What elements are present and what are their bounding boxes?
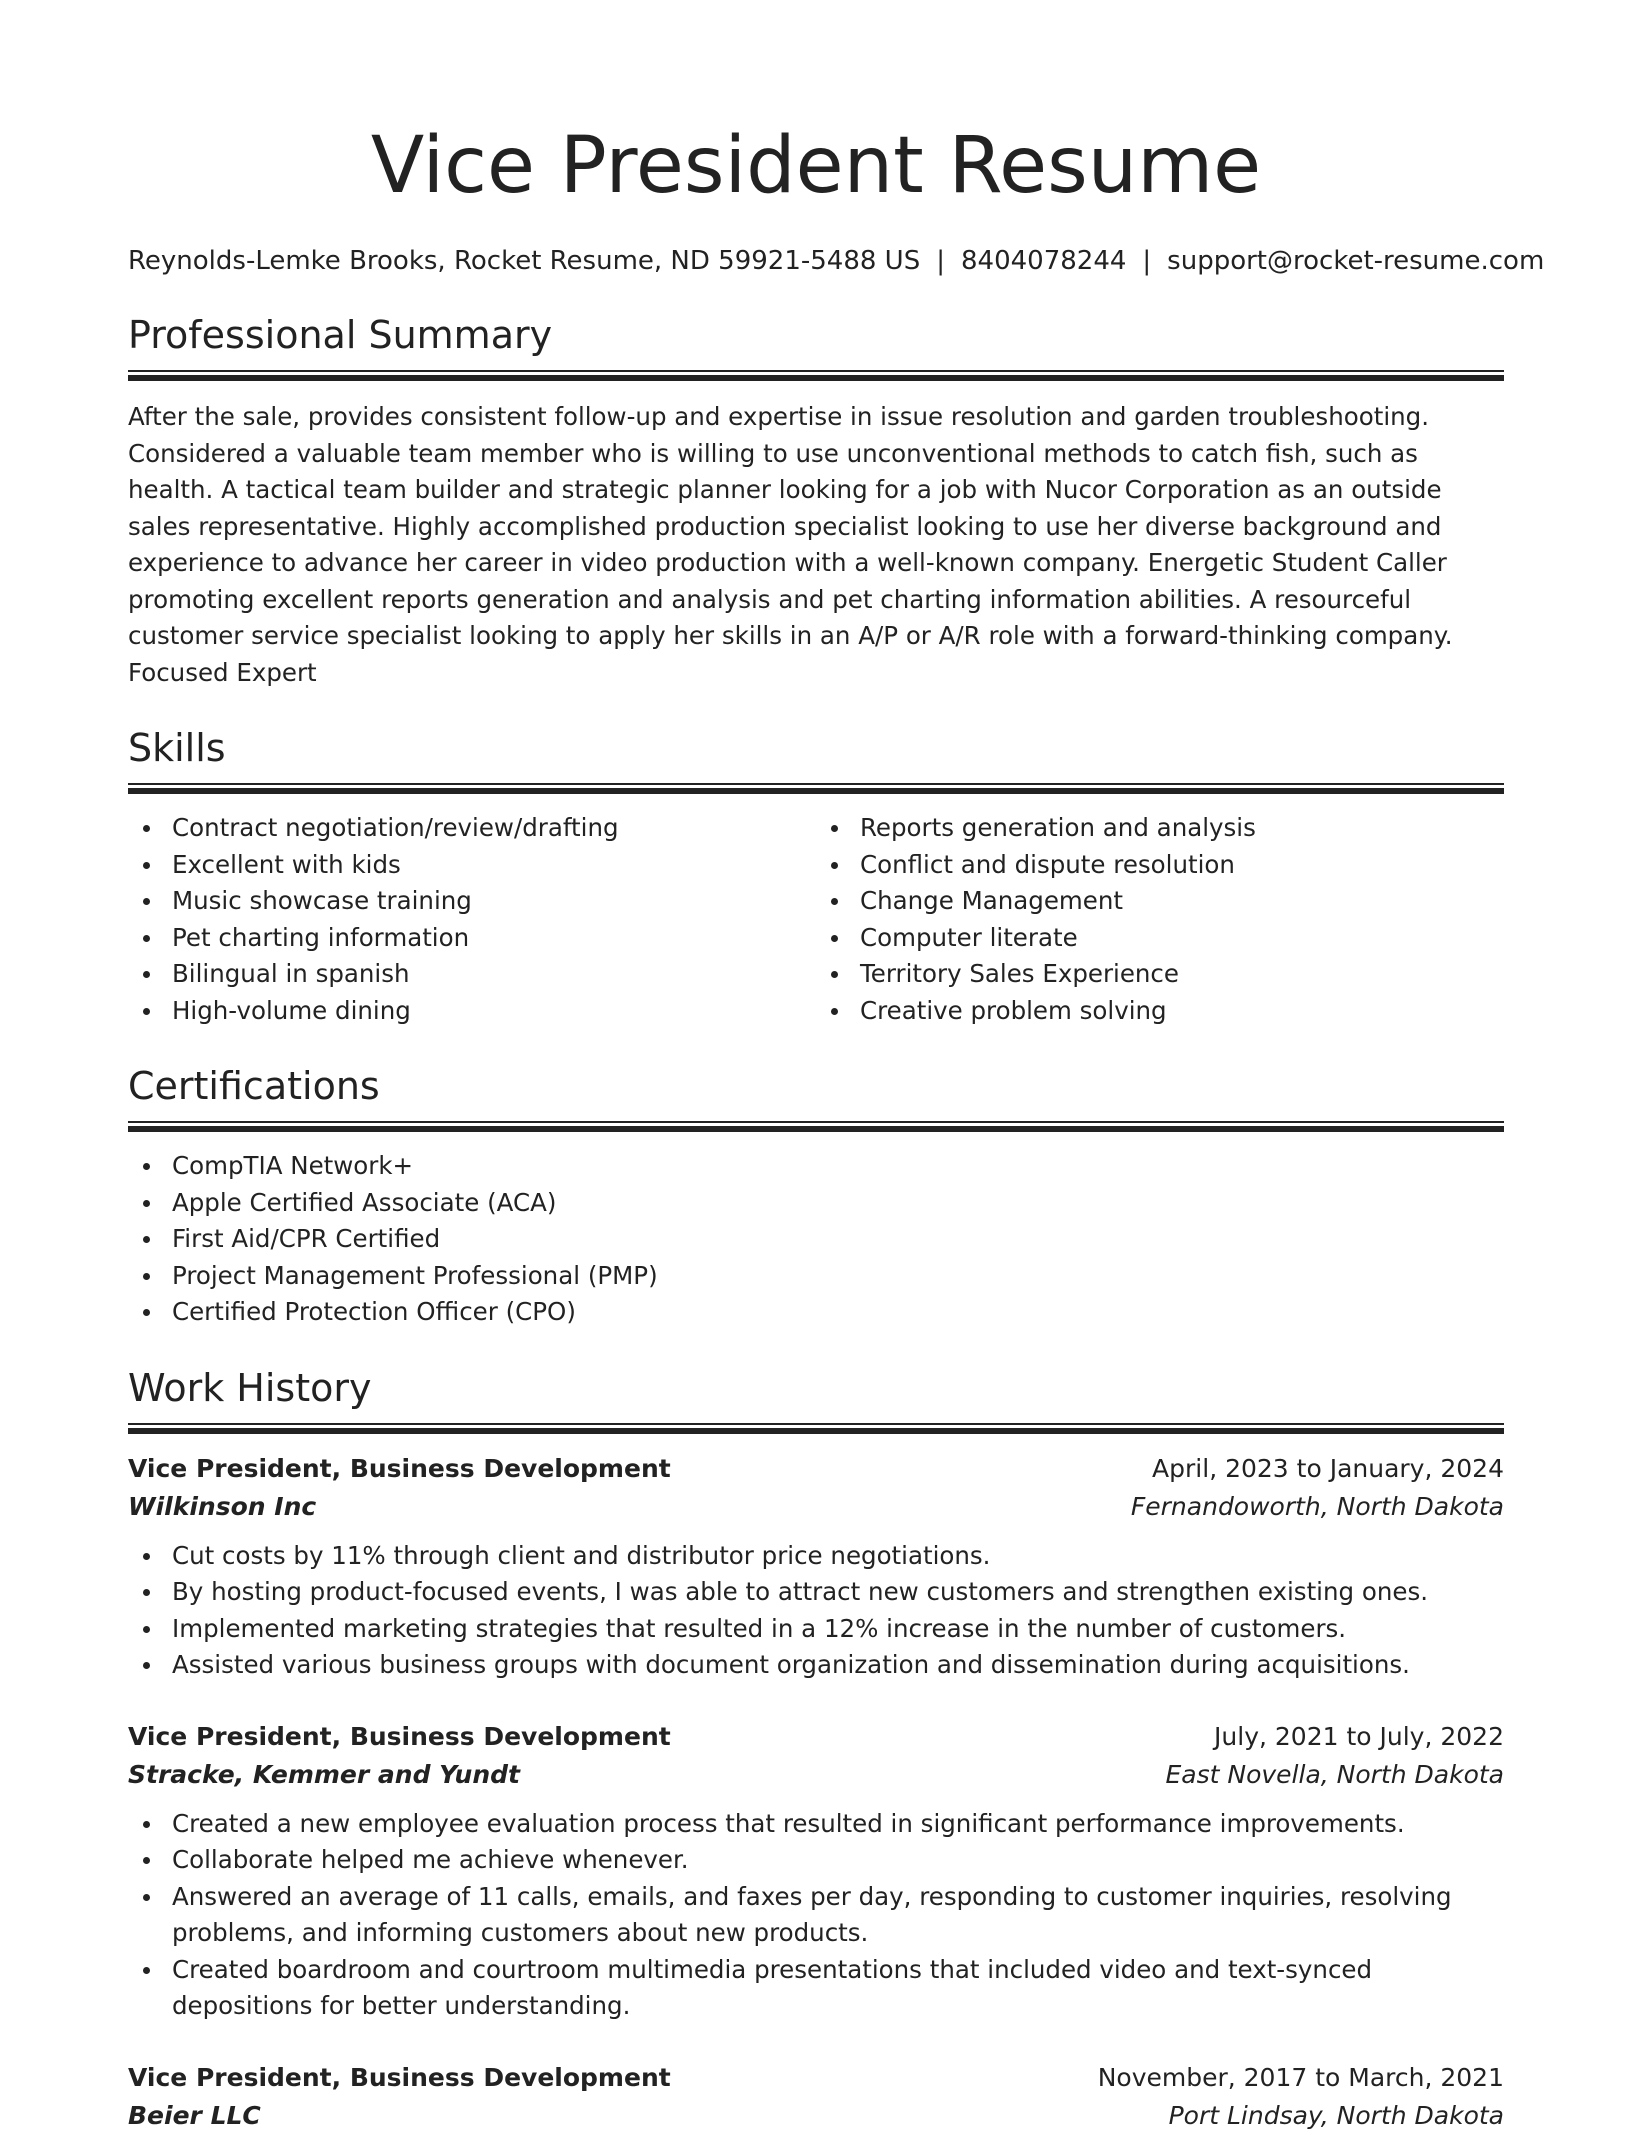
work-history-section (128, 1365, 1504, 2135)
skill-item: Contract negotiation/review/drafting (128, 810, 816, 847)
job-company-row (128, 1488, 1504, 1526)
skill-item: Computer literate (816, 920, 1504, 957)
job-location: Fernandoworth, North Dakota (1130, 1491, 1504, 1521)
contact-line (128, 244, 1545, 278)
skill-item: Bilingual in spanish (128, 956, 816, 993)
job-title: Vice President, Business Development (128, 2062, 671, 2092)
skills-grid (128, 810, 1504, 1029)
skill-item: Pet charting information (128, 920, 816, 957)
job-entry (128, 1450, 1504, 1684)
job-bullet: Answered an average of 11 calls, emails, and faxes per day, responding to customer inquiries, resolving problems, and informing customers about new products. (128, 1879, 1504, 1952)
job-entry (128, 1718, 1504, 2025)
skills-list-left (128, 810, 816, 1029)
certifications-section (128, 1063, 1504, 1331)
certification-item: First Aid/CPR Certified (128, 1221, 1504, 1258)
work-history-heading: Work History (128, 1365, 372, 1410)
job-bullet: Created boardroom and courtroom multimedia presentations that included video and text-synced depositions for better understanding. (128, 1952, 1504, 2025)
skill-item: Excellent with kids (128, 847, 816, 884)
skill-item: Music showcase training (128, 883, 816, 920)
job-bullet: By hosting product-focused events, I was able to attract new customers and strengthen existing ones. (128, 1574, 1504, 1611)
job-bullet: Assisted various business groups with document organization and dissemination during acquisitions. (128, 1647, 1504, 1684)
job-dates: July, 2021 to July, 2022 (1214, 1721, 1504, 1751)
job-title: Vice President, Business Development (128, 1453, 671, 1483)
job-bullets (128, 1538, 1504, 1684)
contact-address: Reynolds-Lemke Brooks, Rocket Resume, ND 59921-5488 US (128, 246, 921, 276)
skills-list-right (816, 810, 1504, 1029)
job-dates: November, 2017 to March, 2021 (1097, 2062, 1504, 2092)
skills-heading: Skills (128, 726, 226, 770)
job-bullet: Cut costs by 11% through client and distributor price negotiations. (128, 1538, 1504, 1575)
job-location: Port Lindsay, North Dakota (1168, 2100, 1504, 2130)
certification-item: Project Management Professional (PMP) (128, 1258, 1504, 1295)
certifications-heading: Certifications (128, 1064, 380, 1108)
job-bullet: Implemented marketing strategies that resulted in a 12% increase in the number of customers. (128, 1611, 1504, 1648)
skills-section (128, 725, 1504, 1029)
skill-item: High-volume dining (128, 993, 816, 1030)
job-company: Wilkinson Inc (128, 1491, 317, 1521)
section-divider (128, 1423, 1504, 1434)
skill-item: Change Management (816, 883, 1504, 920)
contact-email: support@rocket-resume.com (1167, 246, 1545, 276)
section-divider (128, 1121, 1504, 1132)
summary-heading: Professional Summary (128, 313, 553, 357)
job-header-row (128, 2059, 1504, 2097)
skill-item: Territory Sales Experience (816, 956, 1504, 993)
certification-item: CompTIA Network+ (128, 1148, 1504, 1185)
job-company-row (128, 1756, 1504, 1794)
job-header-row (128, 1718, 1504, 1756)
job-bullet: Created a new employee evaluation process that resulted in significant performance improvements. (128, 1806, 1504, 1843)
skill-item: Conflict and dispute resolution (816, 847, 1504, 884)
summary-text: After the sale, provides consistent follow-up and expertise in issue resolution and garden troubleshooting. Considered a valuable team member who is willing to use unconventional methods to catch fish, such as health. A tactical team builder and strategic planner looking for a job with Nucor Corporation as an outside sales representative. Highly accomplished production specialist looking to use her diverse background and experience to advance her career in video production with a well-known company. Energetic Student Caller promoting excellent reports generation and analysis and pet charting information abilities. A resourceful customer service specialist looking to apply her skills in an A/P or A/R role with a forward-thinking company. Focused Expert (128, 402, 1453, 687)
certification-item: Apple Certified Associate (ACA) (128, 1185, 1504, 1222)
summary-section (128, 312, 1504, 691)
resume-title: Vice President Resume (370, 121, 1262, 211)
job-entry (128, 2059, 1504, 2135)
contact-separator: | (1142, 246, 1152, 276)
section-divider (128, 783, 1504, 794)
certification-item: Certified Protection Officer (CPO) (128, 1294, 1504, 1331)
certifications-list (128, 1148, 1504, 1331)
job-dates: April, 2023 to January, 2024 (1152, 1453, 1504, 1483)
contact-phone: 8404078244 (960, 246, 1127, 276)
skill-item: Creative problem solving (816, 993, 1504, 1030)
job-company-row (128, 2097, 1504, 2135)
job-location: East Novella, North Dakota (1165, 1759, 1504, 1789)
section-divider (128, 370, 1504, 381)
job-company: Stracke, Kemmer and Yundt (128, 1759, 520, 1789)
job-company: Beier LLC (128, 2100, 261, 2130)
job-bullet: Collaborate helped me achieve whenever. (128, 1842, 1504, 1879)
job-title: Vice President, Business Development (128, 1721, 671, 1751)
job-bullets (128, 1806, 1504, 2025)
contact-separator: | (936, 246, 945, 276)
job-header-row (128, 1450, 1504, 1488)
skill-item: Reports generation and analysis (816, 810, 1504, 847)
